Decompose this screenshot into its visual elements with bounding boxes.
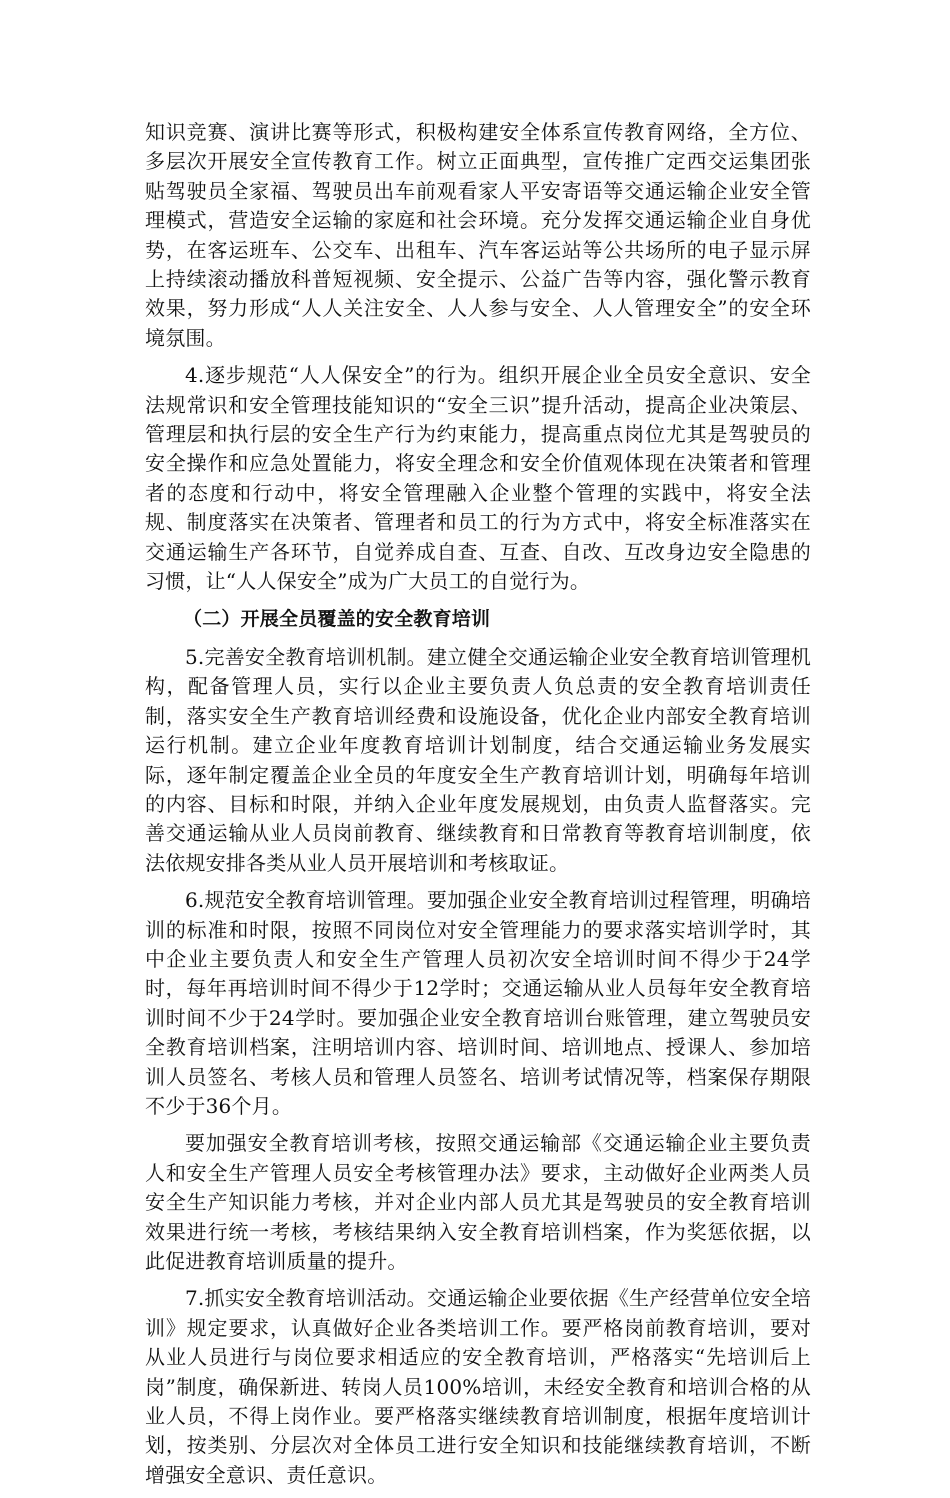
paragraph-publicity-continued: 知识竞赛、演讲比赛等形式，积极构建安全体系宣传教育网络，全方位、多层次开展安全宣传教育工作。树立正面典型，宣传推广定西交运集团张贴驾驶员全家福、驾驶员出车前观看家人平安寄语等交通运输企业安全管理模式，营造安全运输的家庭和社会环境。充分发挥交通运输企业自身优势，在客运班车、公交车、出租车、汽车客运站等公共场所的电子显示屏上持续滚动播放科普短视频、安全提示、公益广告等内容，强化警示教育效果，努力形成“人人关注安全、人人参与安全、人人管理安全”的安全环境氛围。 <box>145 120 811 350</box>
paragraph-item-7: 7.抓实安全教育培训活动。交通运输企业要依据《生产经营单位安全培训》规定要求，认真做好企业各类培训工作。要严格岗前教育培训，要对从业人员进行与岗位要求相适应的安全教育培训，严格落实“先培训后上岗”制度，确保新进、转岗人员100%培训，未经安全教育和培训合格的从业人员，不得上岗作业。要严格落实继续教育培训制度，根据年度培训计划，按类别、分层次对全体员工进行安全知识和技能继续教育培训，不断增强安全意识、责任意识。 <box>145 1286 811 1487</box>
paragraph-assessment: 要加强安全教育培训考核，按照交通运输部《交通运输企业主要负责人和安全生产管理人员安全考核管理办法》要求，主动做好企业两类人员安全生产知识能力考核，并对企业内部人员尤其是驾驶员的安全教育培训效果进行统一考核，考核结果纳入安全教育培训档案，作为奖惩依据，以此促进教育培训质量的提升。 <box>145 1131 811 1274</box>
paragraph-item-5: 5.完善安全教育培训机制。建立健全交通运输企业安全教育培训管理机构，配备管理人员，实行以企业主要负责人负总责的安全教育培训责任制，落实安全生产教育培训经费和设施设备，优化企业内部安全教育培训运行机制。建立企业年度教育培训计划制度，结合交通运输业务发展实际，逐年制定覆盖企业全员的年度安全生产教育培训计划，明确每年培训的内容、目标和时限，并纳入企业年度发展规划，由负责人监督落实。完善交通运输从业人员岗前教育、继续教育和日常教育等教育培训制度，依法依规安排各类从业人员开展培训和考核取证。 <box>145 644 811 875</box>
section-heading: （二）开展全员覆盖的安全教育培训 <box>183 607 491 630</box>
document-body <box>145 118 811 1498</box>
paragraph-item-4: 4.逐步规范“人人保安全”的行为。组织开展企业全员安全意识、安全法规常识和安全管理技能知识的“安全三识”提升活动，提高企业决策层、管理层和执行层的安全生产行为约束能力，提高重点岗位尤其是驾驶员的安全操作和应急处置能力，将安全理念和安全价值观体现在决策者和管理者的态度和行动中，将安全管理融入企业整个管理的实践中，将安全法规、制度落实在决策者、管理者和员工的行为方式中，将安全标准落实在交通运输生产各环节，自觉养成自查、互查、自改、互改身边安全隐患的习惯，让“人人保安全”成为广大员工的自觉行为。 <box>145 363 811 594</box>
paragraph-item-6: 6.规范安全教育培训管理。要加强企业安全教育培训过程管理，明确培训的标准和时限，按照不同岗位对安全管理能力的要求落实培训学时，其中企业主要负责人和安全生产管理人员初次安全培训时间不得少于24学时，每年再培训时间不得少于12学时；交通运输从业人员每年安全教育培训时间不少于24学时。要加强企业安全教育培训台账管理，建立驾驶员安全教育培训档案，注明培训内容、培训时间、培训地点、授课人、参加培训人员签名、考核人员和管理人员签名、培训考试情况等，档案保存期限不少于36个月。 <box>145 888 811 1118</box>
